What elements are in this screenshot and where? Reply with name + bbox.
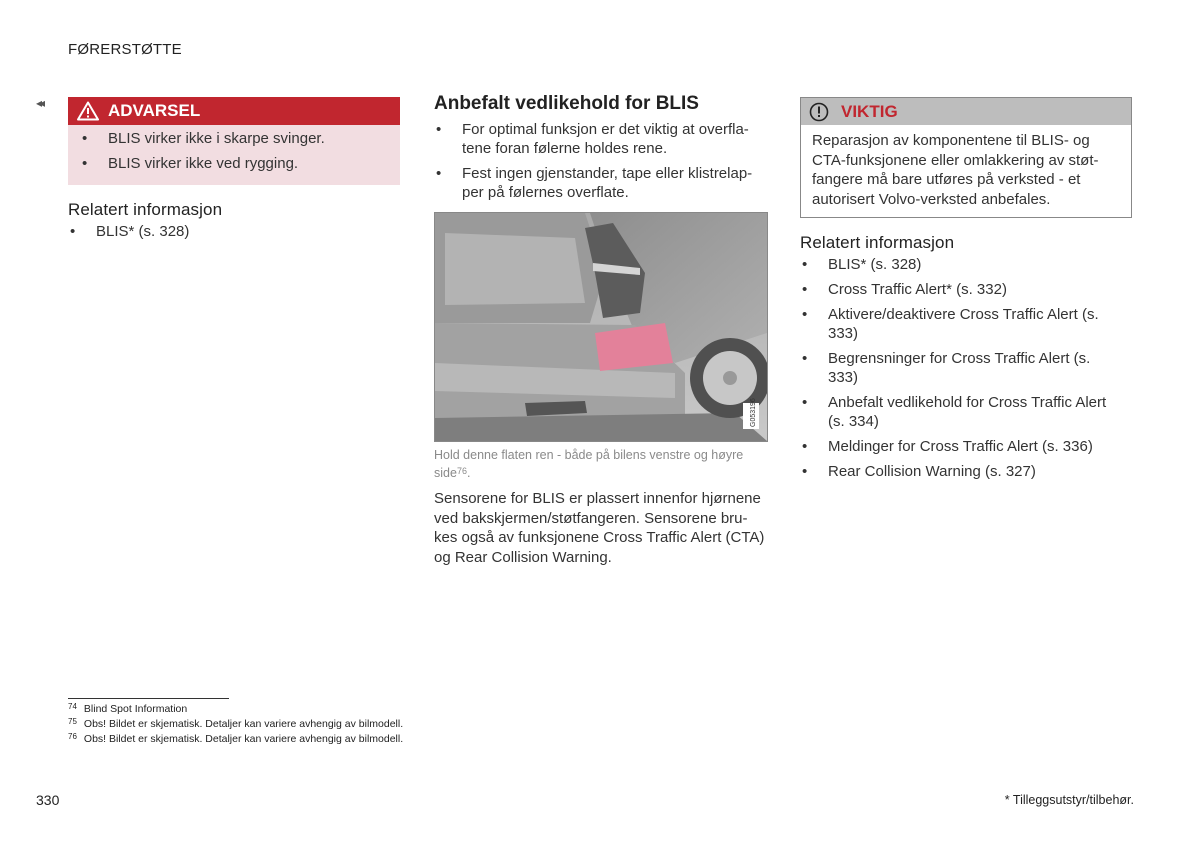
related-link[interactable]: • Begrensninger for Cross Traffic Alert (s. 333) [800, 349, 1120, 387]
maintenance-heading: Anbefalt vedlikehold for BLIS [434, 93, 699, 114]
page-number: 330 [36, 792, 60, 808]
footnote [68, 733, 403, 745]
warning-header [68, 97, 400, 125]
related-link[interactable]: • Rear Collision Warning (s. 327) [800, 462, 1120, 481]
car-rear-illustration [434, 212, 768, 442]
caption-text: Hold denne flaten ren - både på bilens venstre og høyre side [434, 448, 744, 480]
figure-caption: Hold denne flaten ren - både på bilens venstre og høyre side$^{76}$. [434, 448, 744, 480]
caption-footnote-ref[interactable]: 76 [456, 466, 467, 476]
important-box [800, 97, 1132, 218]
important-header [801, 98, 1131, 125]
related-info-list [800, 255, 1120, 487]
footnote [68, 703, 187, 715]
figure-code: G053196 [750, 398, 757, 427]
warning-triangle-icon [77, 101, 99, 121]
maintenance-bullet: • For optimal funksjon er det viktig at overfla-tene foran følerne holdes rene. [434, 120, 764, 158]
related-info-heading: Relatert informasjon [800, 233, 955, 252]
related-link[interactable]: • Meldinger for Cross Traffic Alert (s. 336) [800, 437, 1120, 456]
related-link[interactable]: • BLIS* (s. 328) [800, 255, 1120, 274]
warning-item: • BLIS virker ikke ved rygging. [68, 151, 400, 176]
car-rear-image [435, 213, 767, 441]
accessory-note: * Tilleggsutstyr/tilbehør. [1004, 793, 1134, 807]
section-header: FØRERSTØTTE [68, 41, 182, 58]
sensor-description: Sensorene for BLIS er plassert innenfor hjørnene ved bakskjermen/støtfangeren. Sensorene bru-kes også av funksjonene Cross Traffic Alert (CTA) og Rear Collision Warning. [434, 490, 765, 566]
warning-list [68, 125, 400, 176]
footnote-number: 76 [68, 732, 77, 741]
warning-title: ADVARSEL [108, 101, 201, 120]
warning-box [68, 97, 400, 185]
related-info-heading: Relatert informasjon [68, 200, 223, 219]
footnote-text: Obs! Bildet er skjematisk. Detaljer kan variere avhengig av bilmodell. [83, 733, 404, 745]
exclamation-circle-icon [809, 102, 829, 122]
important-title: VIKTIG [841, 101, 898, 121]
important-text: Reparasjon av komponentene til BLIS- og CTA-funksjonene eller omlakkering av støt-fangere må bare utføres på verksted - et autorisert Volvo-verksted anbefales. [812, 132, 1099, 208]
related-link[interactable]: • BLIS* (s. 328) [68, 222, 398, 241]
footnote-text: Blind Spot Information [83, 703, 188, 715]
footnote-divider [68, 698, 229, 699]
related-link[interactable]: • Aktivere/deaktivere Cross Traffic Alert (s. 333) [800, 305, 1120, 343]
footnote-number: 75 [68, 717, 77, 726]
related-link[interactable]: • Anbefalt vedlikehold for Cross Traffic Alert (s. 334) [800, 393, 1120, 431]
back-arrows-icon[interactable]: ◂◂ [36, 96, 43, 110]
warning-item: • BLIS virker ikke i skarpe svinger. [68, 126, 400, 151]
related-link[interactable]: • Cross Traffic Alert* (s. 332) [800, 280, 1120, 299]
maintenance-bullets [434, 120, 764, 208]
maintenance-bullet: • Fest ingen gjenstander, tape eller klistrelap-per på følernes overflate. [434, 164, 764, 202]
related-info-list [68, 222, 398, 247]
footnote-text: Obs! Bildet er skjematisk. Detaljer kan variere avhengig av bilmodell. [83, 718, 404, 730]
footnote [68, 718, 403, 730]
footnote-number: 74 [68, 702, 77, 711]
